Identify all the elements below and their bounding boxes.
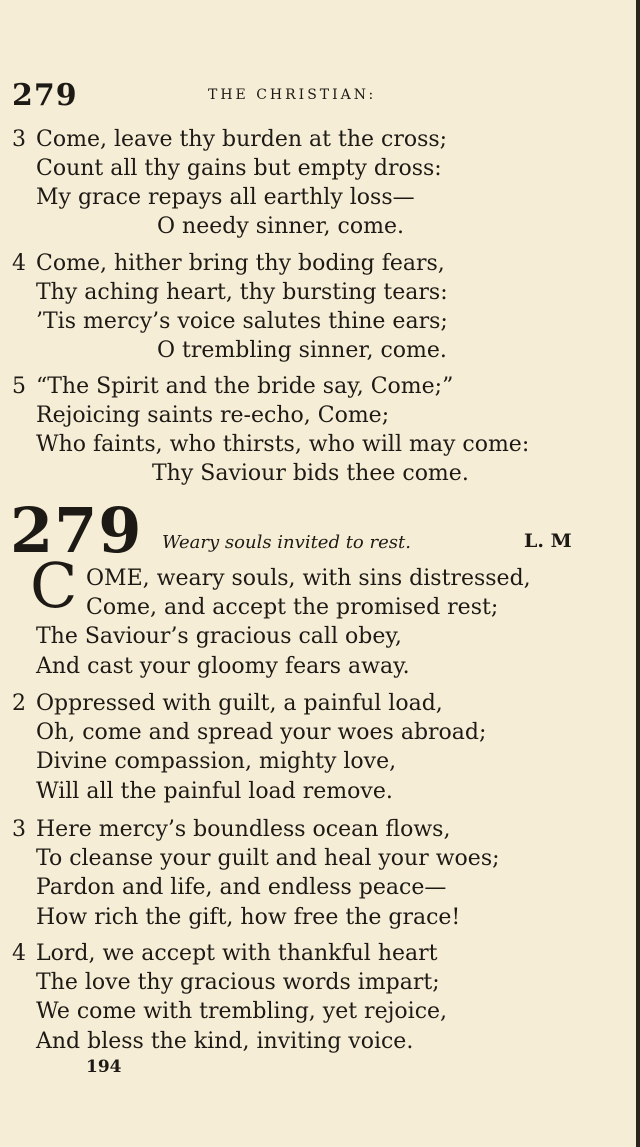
verse-line: And bless the kind, inviting voice. (36, 1029, 414, 1054)
verse-line: And cast your gloomy fears away. (36, 654, 410, 679)
verse-line: Come, leave thy burden at the cross; (36, 127, 448, 152)
page-header (12, 78, 612, 114)
hymn-title: Weary souls invited to rest. (162, 532, 411, 553)
verse-line: Lord, we accept with thankful heart (36, 941, 438, 966)
verse-line: To cleanse your guilt and heal your woes; (36, 846, 500, 871)
page-edge (636, 0, 640, 1147)
drop-cap: C (30, 549, 78, 622)
verse-line: OME, weary souls, with sins distressed, (86, 566, 531, 591)
verse-line: Rejoicing saints re-echo, Come; (36, 403, 390, 428)
verse-line: Come, and accept the promised rest; (86, 595, 499, 620)
stanza-number: 3 (12, 127, 26, 152)
verse-line: O trembling sinner, come. (157, 338, 447, 363)
verse-line: How rich the gift, how free the grace! (36, 905, 461, 930)
verse-line: Here mercy’s boundless ocean flows, (36, 817, 451, 842)
page-number: 279 (12, 78, 78, 113)
verse-line: O needy sinner, come. (157, 214, 404, 239)
verse-line: My grace repays all earthly loss— (36, 185, 415, 210)
running-head: THE CHRISTIAN: (208, 87, 377, 103)
stanza-number: 4 (12, 941, 26, 966)
hymn-number: 279 (10, 494, 143, 567)
verse-line: The Saviour’s gracious call obey, (36, 624, 402, 649)
page-folio: 194 (86, 1057, 122, 1077)
verse-line: Oppressed with guilt, a painful load, (36, 691, 443, 716)
stanza-number: 4 (12, 251, 26, 276)
verse-line: ’Tis mercy’s voice salutes thine ears; (36, 309, 448, 334)
hymn-meter: L. M (524, 530, 572, 552)
verse-line: Come, hither bring thy boding fears, (36, 251, 445, 276)
verse-line: Thy aching heart, thy bursting tears: (36, 280, 448, 305)
verse-line: Who faints, who thirsts, who will may come: (36, 432, 530, 457)
stanza-number: 5 (12, 374, 26, 399)
verse-line: Divine compassion, mighty love, (36, 749, 397, 774)
verse-line: Count all thy gains but empty dross: (36, 156, 442, 181)
verse-line: “The Spirit and the bride say, Come;” (36, 374, 454, 399)
verse-line: Will all the painful load remove. (36, 779, 393, 804)
verse-line: Pardon and life, and endless peace— (36, 875, 447, 900)
verse-line: We come with trembling, yet rejoice, (36, 999, 448, 1024)
stanza-number: 2 (12, 691, 26, 716)
verse-line: Oh, come and spread your woes abroad; (36, 720, 487, 745)
verse-line: Thy Saviour bids thee come. (152, 461, 469, 486)
verse-line: The love thy gracious words impart; (36, 970, 440, 995)
stanza-number: 3 (12, 817, 26, 842)
